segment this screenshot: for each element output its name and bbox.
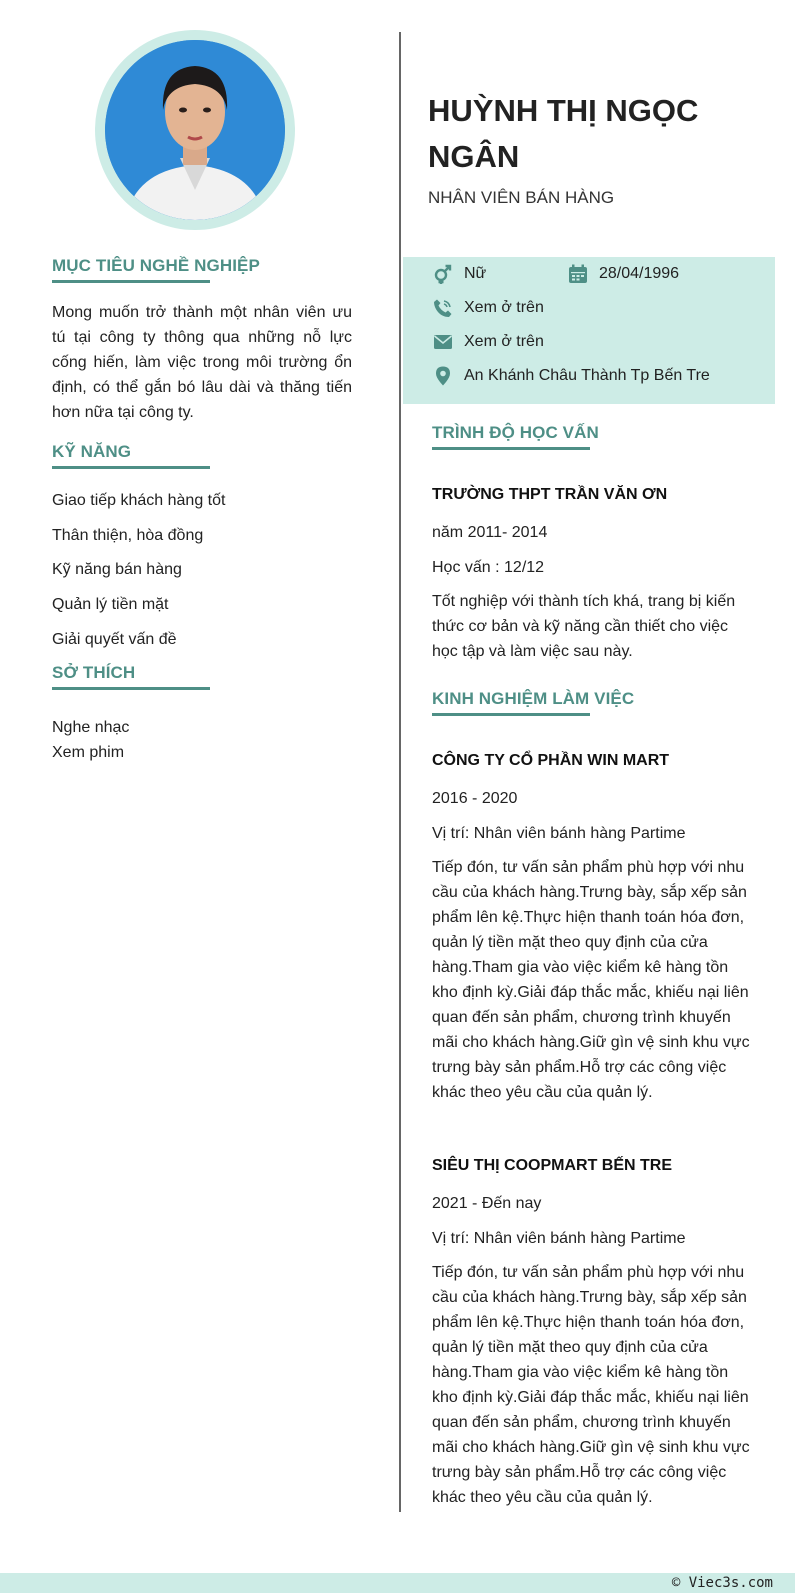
education-section: [432, 422, 599, 450]
experience-title: KINH NGHIỆM LÀM VIỆC: [432, 689, 635, 708]
job-position: Vị trí: Nhân viên bánh hàng Partime: [432, 1230, 686, 1247]
hobby-item: Nghe nhạc: [52, 719, 130, 736]
education-period: năm 2011- 2014: [432, 524, 548, 541]
birthdate-value: 28/04/1996: [599, 265, 680, 282]
calendar-icon: [568, 264, 588, 284]
skills-title: KỸ NĂNG: [52, 442, 132, 461]
education-title: TRÌNH ĐỘ HỌC VẤN: [432, 423, 599, 442]
footer-bar: [0, 1573, 795, 1593]
skills-section: [52, 441, 352, 469]
copyright-text: © Viec3s.com: [671, 1575, 773, 1591]
school-name: TRƯỜNG THPT TRẦN VĂN ƠN: [432, 486, 668, 503]
job-company: CÔNG TY CỔ PHẦN WIN MART: [432, 752, 670, 769]
objective-title: MỤC TIÊU NGHỀ NGHIỆP: [52, 256, 260, 275]
skills-underline: [52, 466, 210, 469]
objective-section: [52, 255, 352, 283]
skill-item: Giao tiếp khách hàng tốt: [52, 492, 226, 509]
email-value: Xem ở trên: [464, 333, 544, 350]
job-title: NHÂN VIÊN BÁN HÀNG: [428, 188, 615, 207]
birthdate-row: [568, 264, 679, 284]
skill-item: Kỹ năng bán hàng: [52, 561, 182, 578]
job-description: Tiếp đón, tư vấn sản phẩm phù hợp với nhu cầu của khách hàng.Trưng bày, sắp xếp sản phẩm lên kệ.Thực hiện thanh toán hóa đơn, quản lý tiền mặt theo quy định của cửa hàng.Tham gia vào việc kiểm kê hàng tồn kho định kỳ.Giải đáp thắc mắc, khiếu nại liên quan đến sản phẩm, chương trình khuyến mãi cho khách hàng.Giữ gìn vệ sinh khu vực trưng bày sản phẩm.Hỗ trợ các công việc khác theo yêu cầu của quản lý.: [432, 859, 750, 1101]
avatar: [105, 40, 285, 220]
job-period: 2016 - 2020: [432, 790, 518, 807]
candidate-name: [428, 88, 768, 180]
gender-icon: [433, 264, 453, 284]
address-row: [433, 366, 710, 386]
hobbies-title: SỞ THÍCH: [52, 663, 136, 682]
phone-icon: [433, 298, 453, 318]
hobby-list: [52, 715, 129, 765]
name-line-2: NGÂN: [428, 139, 520, 174]
gender-row: [433, 264, 486, 284]
skill-item: Thân thiện, hòa đồng: [52, 527, 204, 544]
portrait-photo: [105, 40, 285, 220]
location-pin-icon: [433, 366, 453, 386]
hobbies-underline: [52, 687, 210, 690]
objective-text: Mong muốn trở thành một nhân viên ưu tú tại công ty thông qua những nỗ lực cống hiến, làm việc trong môi trường ổn định, có thể gắn bó lâu dài và thăng tiến hơn nữa tại công ty.: [52, 304, 352, 421]
skill-item: Quản lý tiền mặt: [52, 596, 169, 613]
education-underline: [432, 447, 590, 450]
contact-panel: [403, 257, 775, 404]
phone-row: [433, 298, 544, 318]
job-period: 2021 - Đến nay: [432, 1195, 542, 1212]
skill-item: Giải quyết vấn đề: [52, 631, 177, 648]
column-divider: [399, 32, 401, 1512]
hobby-item: Xem phim: [52, 744, 125, 761]
email-row: [433, 332, 544, 352]
hobbies-section: [52, 662, 352, 690]
education-description: Tốt nghiệp với thành tích khá, trang bị kiến thức cơ bản và kỹ năng cần thiết cho việc học tập và làm việc sau này.: [432, 593, 736, 660]
job-position: Vị trí: Nhân viên bánh hàng Partime: [432, 825, 686, 842]
job-description: Tiếp đón, tư vấn sản phẩm phù hợp với nhu cầu của khách hàng.Trưng bày, sắp xếp sản phẩm lên kệ.Thực hiện thanh toán hóa đơn, quản lý tiền mặt theo quy định của cửa hàng.Tham gia vào việc kiểm kê hàng tồn kho định kỳ.Giải đáp thắc mắc, khiếu nại liên quan đến sản phẩm, chương trình khuyến mãi cho khách hàng.Giữ gìn vệ sinh khu vực trưng bày sản phẩm.Hỗ trợ các công việc khác theo yêu cầu của quản lý.: [432, 1264, 750, 1506]
experience-section: [432, 688, 634, 716]
experience-underline: [432, 713, 590, 716]
job-company: SIÊU THỊ COOPMART BẾN TRE: [432, 1157, 673, 1174]
avatar-frame: [95, 30, 295, 230]
phone-value: Xem ở trên: [464, 299, 544, 316]
objective-underline: [52, 280, 210, 283]
address-value: An Khánh Châu Thành Tp Bến Tre: [464, 367, 710, 384]
education-level: Học vấn : 12/12: [432, 559, 545, 576]
name-line-1: HUỲNH THỊ NGỌC: [428, 93, 699, 128]
gender-value: Nữ: [464, 265, 487, 282]
envelope-icon: [433, 332, 453, 352]
